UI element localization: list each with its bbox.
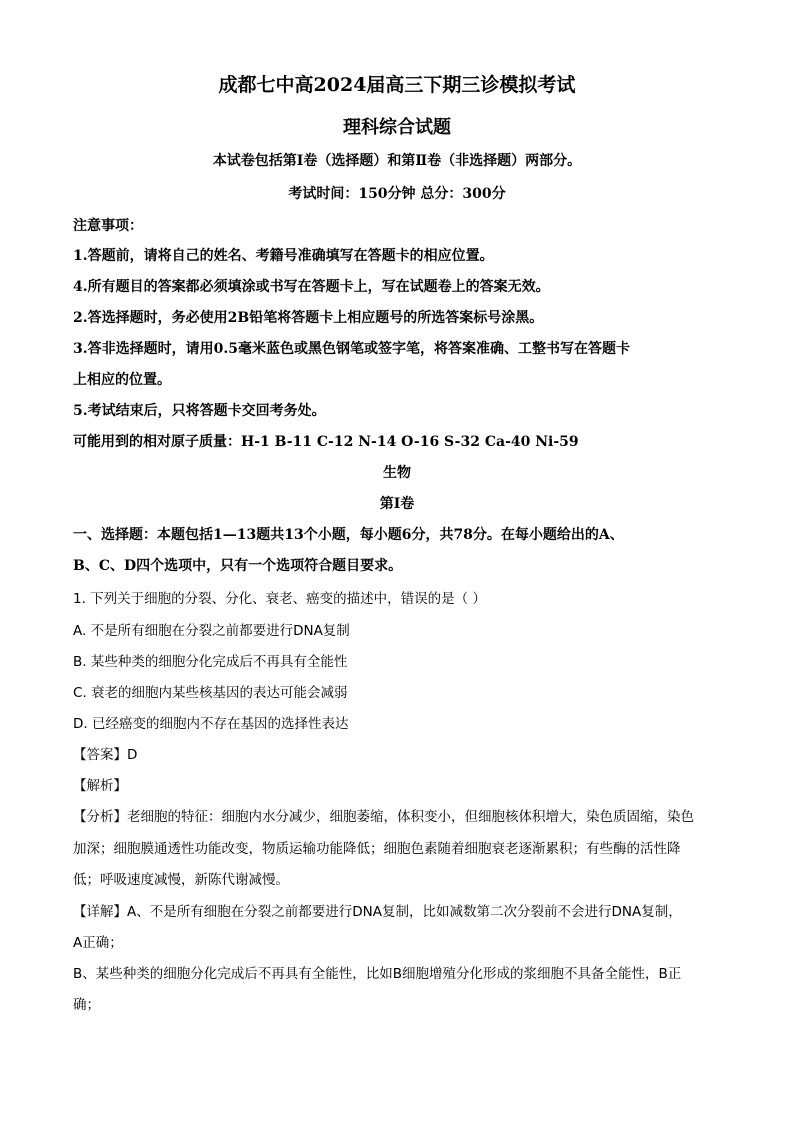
question-option-b: B. 某些种类的细胞分化完成后不再具有全能性 xyxy=(73,654,348,670)
analysis-line: 【分析】老细胞的特征：细胞内水分减少，细胞萎缩，体积变小，但细胞核体积增大，染色质固缩，染色 xyxy=(73,809,694,825)
note-item: 2.答选择题时，务必使用2B铅笔将答题卡上相应题号的所选答案标号涂黑。 xyxy=(73,310,544,326)
notes-heading: 注意事项： xyxy=(73,218,143,234)
analysis-line: 加深；细胞膜通透性功能改变，物质运输功能降低；细胞色素随着细胞衰老逐渐累积；有些酶的活性降 xyxy=(73,841,681,857)
question-option-a: A. 不是所有细胞在分裂之前都要进行DNA复制 xyxy=(73,623,350,639)
volume-heading: 第Ⅰ卷 xyxy=(379,496,415,512)
note-item: 上相应的位置。 xyxy=(73,372,171,388)
analysis-line: 低；呼吸速度减慢，新陈代谢减慢。 xyxy=(73,872,289,888)
exam-subtitle: 理科综合试题 xyxy=(343,117,451,138)
question-option-d: D. 已经癌变的细胞内不存在基因的选择性表达 xyxy=(73,716,349,732)
exam-composition: 本试卷包括第Ⅰ卷（选择题）和第Ⅱ卷（非选择题）两部分。 xyxy=(212,153,582,169)
question-stem: 1. 下列关于细胞的分裂、分化、衰老、癌变的描述中，错误的是（ ） xyxy=(73,591,486,607)
section-instructions: 一、选择题：本题包括1—13题共13个小题，每小题6分，共78分。在每小题给出的A、 xyxy=(73,527,624,543)
detail-line: 【详解】A、不是所有细胞在分裂之前都要进行DNA复制，比如减数第二次分裂前不会进行DNA复制， xyxy=(73,904,682,920)
note-item: 3.答非选择题时，请用0.5毫米蓝色或黑色钢笔或签字笔，将答案准确、工整书写在答题卡 xyxy=(73,341,630,357)
note-item: 4.所有题目的答案都必须填涂或书写在答题卡上，写在试题卷上的答案无效。 xyxy=(73,279,550,295)
analysis-heading: 【解析】 xyxy=(73,778,127,794)
answer-label: 【答案】D xyxy=(73,747,138,763)
detail-line: 确； xyxy=(73,997,100,1013)
question-option-c: C. 衰老的细胞内某些核基因的表达可能会减弱 xyxy=(73,685,348,701)
section-instructions: B、C、D四个选项中，只有一个选项符合题目要求。 xyxy=(73,558,403,574)
atomic-masses: 可能用到的相对原子质量：H-1 B-11 C-12 N-14 O-16 S-32 Ca-40 Ni-59 xyxy=(73,434,579,450)
note-item: 1.答题前，请将自己的姓名、考籍号准确填写在答题卡的相应位置。 xyxy=(73,248,494,264)
note-item: 5.考试结束后，只将答题卡交回考务处。 xyxy=(73,403,326,419)
detail-line: B、某些种类的细胞分化完成后不再具有全能性，比如B细胞增殖分化形成的浆细胞不具备全能性，B正 xyxy=(73,966,682,982)
detail-line: A正确； xyxy=(73,935,123,951)
exam-time-score: 考试时间：150分钟 总分：300分 xyxy=(288,186,506,202)
subject-heading: 生物 xyxy=(383,465,411,481)
exam-title: 成都七中高2024届高三下期三诊模拟考试 xyxy=(218,74,576,96)
